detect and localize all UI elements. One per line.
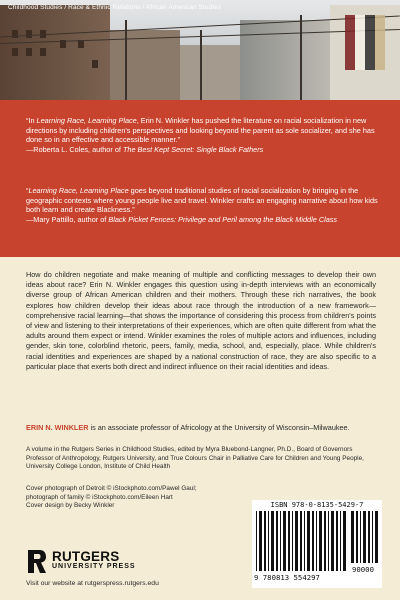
barcode-bar (264, 511, 266, 571)
barcode-bar (356, 511, 358, 563)
endorsement-attribution: —Mary Pattillo, author of Black Picket Fences: Privilege and Peril among the Black Middle Class (26, 214, 338, 224)
barcode-bar (259, 511, 262, 571)
publisher-logo (26, 549, 166, 577)
barcode-bar (319, 511, 322, 571)
series-note: A volume in the Rutgers Series in Childhood Studies, edited by Myra Bluebond-Langner, Ph.D., Board of Governors Professor of Anthropology, Rutgers University, and True Colours Chair in Palliative Care for Children and Young People, University College London, Institute of Child Health (26, 446, 364, 471)
publisher-subname: UNIVERSITY PRESS (52, 563, 136, 570)
barcode-bar (268, 511, 269, 571)
barcode-bar (368, 511, 370, 563)
barcode-bar (304, 511, 305, 571)
barcode-bar (276, 511, 278, 571)
barcode-bar (307, 511, 310, 571)
publisher-website: Visit our website at rutgerspress.rutgers.edu (26, 580, 159, 587)
barcode-bar (363, 511, 366, 563)
barcode-bar (292, 511, 293, 571)
barcode-bar (343, 511, 346, 571)
barcode-bar (340, 511, 341, 571)
publisher-name: RUTGERS (52, 549, 120, 564)
barcode-bars (256, 511, 348, 571)
barcode-bar (375, 511, 378, 563)
barcode-bar (324, 511, 326, 571)
endorsement-quote: “Learning Race, Learning Place goes beyond traditional studies of racial socialization by bringing in the geographic contexts where young people live and travel. Winkler crafts an engaging narrative about how kids both learn and create Blackness.” —Mary Pattillo, author of Black Picket Fences: Privilege and Peril among the Black Middle Class (26, 186, 378, 224)
cover-photo-detroit-street (0, 0, 400, 100)
rutgers-r-icon (26, 549, 48, 574)
barcode-bar (360, 511, 361, 563)
book-description: How do children negotiate and make meaning of multiple and conflicting messages to develop their own ideas about race? Erin N. Winkler engages this question using in-depth interviews with an economically diverse group of African American children and their mothers. Through these rich narratives, the book explores how children develop their ideas about race through the introduction of a new framework—comprehensive racial learning—that shows the importance of considering this process from children's points of view and listening to their interpretations of their experiences, which are often quite different from what the adults around them expect or intend. Winkler examines the roles of multiple actors and influences, including gender, skin tone, colorblind rhetoric, peers, family, media, school, and, especially, place. While children's racial identities and experiences are shaped by a national construction of race, they are also specific to a particular place that exerts both direct and indirect influence on their racial identities and ideas. (26, 270, 376, 371)
isbn-barcode (252, 500, 382, 588)
cover-credits (26, 485, 206, 511)
barcode-bar (288, 511, 290, 571)
credit-line: Cover photograph of Detroit © iStockphoto.com/Pawel Gaul; (26, 485, 197, 492)
subject-categories: Childhood Studies / Race & Ethnic Relations / African American Studies (8, 4, 221, 11)
barcode-bar (316, 511, 317, 571)
barcode-bar (328, 511, 329, 571)
barcode-addon-bars (351, 511, 379, 563)
barcode-bar (280, 511, 281, 571)
quilt-pattern-image (345, 15, 385, 70)
barcode-bar (372, 511, 373, 563)
barcode-bar (331, 511, 334, 571)
barcode-bar (283, 511, 286, 571)
addon-digits: 90000 (352, 565, 374, 574)
endorsement-attribution: —Roberta L. Coles, author of The Best Kept Secret: Single Black Fathers (26, 144, 264, 154)
author-name: ERIN N. WINKLER (26, 423, 89, 432)
barcode-bar (336, 511, 338, 571)
endorsement-quote: “In Learning Race, Learning Place, Erin N. Winkler has pushed the literature on racial socialization in new directions by including children's perspectives and looking beyond the parent as sole socializer, and she has done so in an effective and accessible manner.” —Roberta L. Coles, author of The Best Kept Secret: Single Black Fathers (26, 116, 378, 154)
barcode-bar (271, 511, 274, 571)
barcode-bar (312, 511, 314, 571)
isbn-label: ISBN 978-0-8135-5429-7 (270, 501, 364, 509)
ean-digits: 9 780813 554297 (254, 573, 320, 582)
barcode-bar (256, 511, 257, 571)
barcode-bar (351, 511, 354, 563)
barcode-bar (295, 511, 298, 571)
author-bio: ERIN N. WINKLER is an associate professor of Africology at the University of Wisconsin–Milwaukee. (26, 423, 350, 432)
barcode-bar (300, 511, 302, 571)
credit-line: photograph of family © iStockphoto.com/Eileen Hart (26, 493, 173, 501)
credit-line: Cover design by Becky Winkler (26, 502, 115, 510)
